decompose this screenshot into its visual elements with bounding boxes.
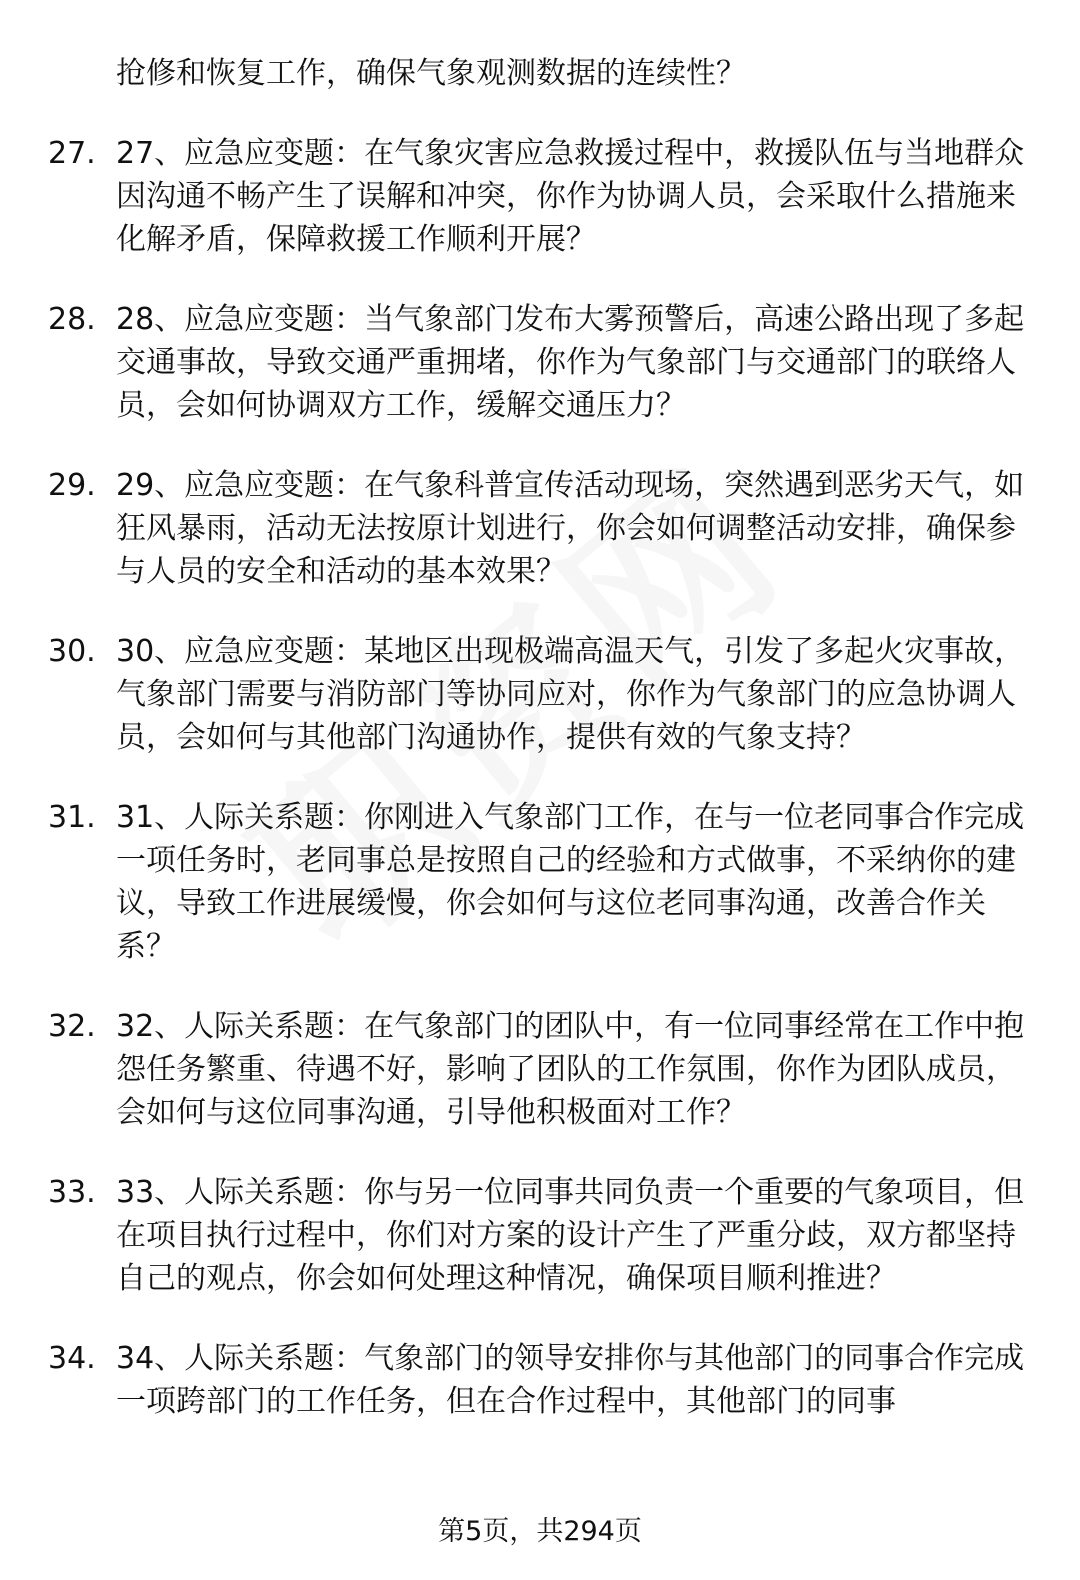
item-text: 29、应急应变题：在气象科普宣传活动现场，突然遇到恶劣天气，如狂风暴雨，活动无法按原计划进行，你会如何调整活动安排，确保参与人员的安全和活动的基本效果？ — [116, 468, 1025, 589]
item-number: 28. — [48, 302, 96, 337]
item-number: 31. — [48, 800, 96, 835]
item-text: 27、应急应变题：在气象灾害应急救援过程中，救援队伍与当地群众因沟通不畅产生了误解和冲突，你作为协调人员，会采取什么措施来化解矛盾，保障救援工作顺利开展？ — [116, 136, 1025, 257]
list-item — [0, 464, 1080, 593]
list-item — [0, 1005, 1080, 1134]
list-item — [0, 1171, 1080, 1300]
item-text: 34、人际关系题：气象部门的领导安排你与其他部门的同事合作完成一项跨部门的工作任务，但在合作过程中，其他部门的同事 — [116, 1341, 1025, 1419]
list-item — [0, 298, 1080, 427]
item-text: 32、人际关系题：在气象部门的团队中，有一位同事经常在工作中抱怨任务繁重、待遇不好，影响了团队的工作氛围，你作为团队成员，会如何与这位同事沟通，引导他积极面对工作？ — [116, 1009, 1025, 1130]
item-number: 30. — [48, 634, 96, 669]
item-text: 抢修和恢复工作，确保气象观测数据的连续性？ — [116, 56, 746, 91]
item-number: 27. — [48, 136, 96, 171]
list-item — [0, 630, 1080, 759]
list-item — [0, 1337, 1080, 1423]
item-text: 30、应急应变题：某地区出现极端高温天气，引发了多起火灾事故，气象部门需要与消防部门等协同应对，你作为气象部门的应急协调人员，会如何与其他部门沟通协作，提供有效的气象支持？ — [116, 634, 1025, 755]
question-list — [0, 52, 1080, 1460]
item-text: 28、应急应变题：当气象部门发布大雾预警后，高速公路出现了多起交通事故，导致交通严重拥堵，你作为气象部门与交通部门的联络人员，会如何协调双方工作，缓解交通压力？ — [116, 302, 1025, 423]
list-item — [0, 52, 1080, 95]
item-number: 34. — [48, 1341, 96, 1376]
page-number: 第5页，共294页 — [438, 1516, 642, 1547]
item-number: 33. — [48, 1175, 96, 1210]
list-item — [0, 796, 1080, 968]
item-number: 29. — [48, 468, 96, 503]
item-number: 32. — [48, 1009, 96, 1044]
list-item — [0, 132, 1080, 261]
item-text: 31、人际关系题：你刚进入气象部门工作，在与一位老同事合作完成一项任务时，老同事总是按照自己的经验和方式做事，不采纳你的建议，导致工作进展缓慢，你会如何与这位老同事沟通，改善合作关系？ — [116, 800, 1025, 964]
item-text: 33、人际关系题：你与另一位同事共同负责一个重要的气象项目，但在项目执行过程中，你们对方案的设计产生了严重分歧，双方都坚持自己的观点，你会如何处理这种情况，确保项目顺利推进？ — [116, 1175, 1025, 1296]
